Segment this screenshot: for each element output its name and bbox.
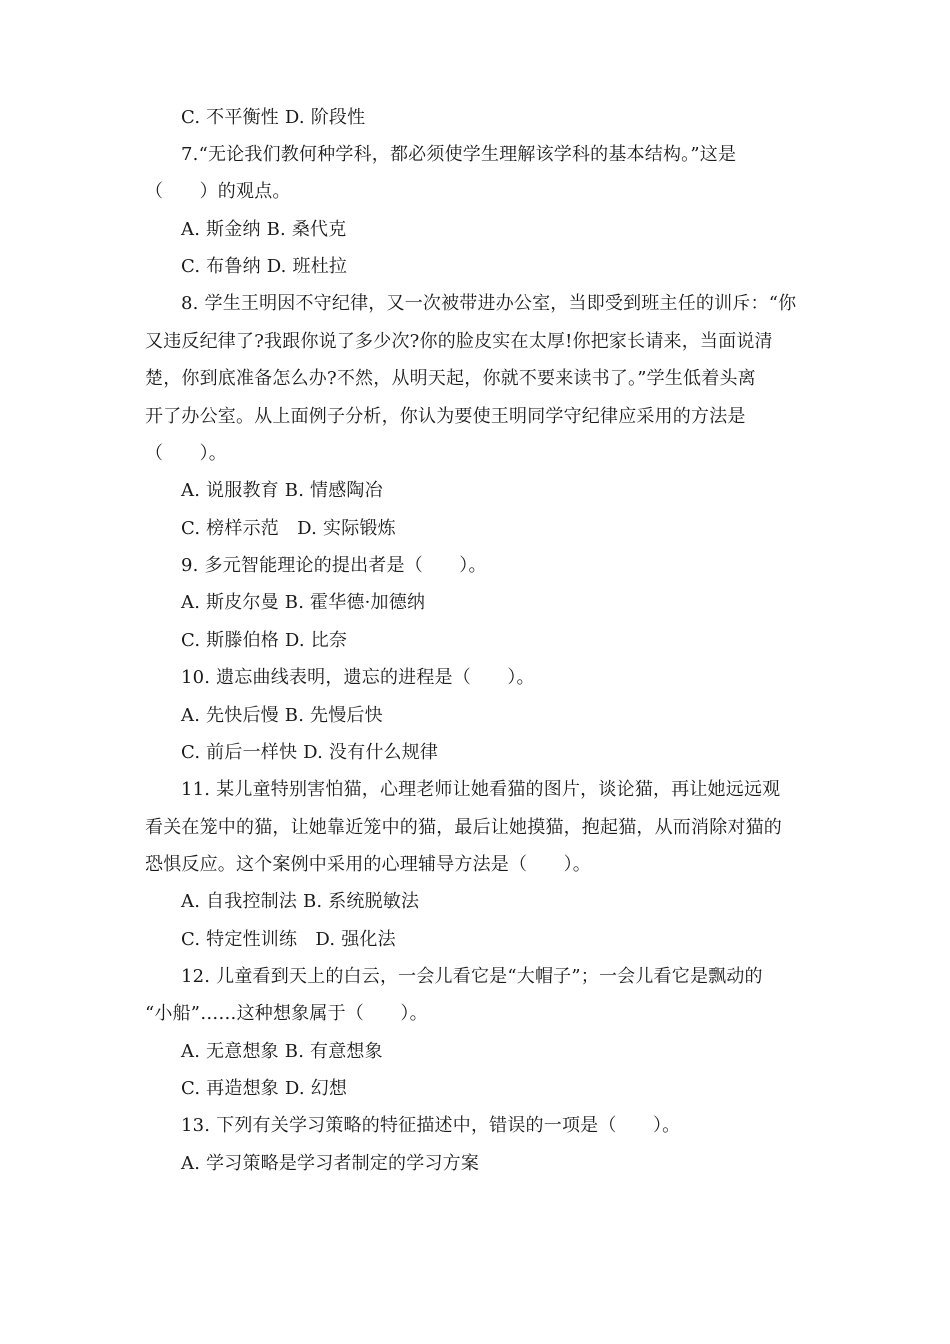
q11-stem-line-1: 11. 某儿童特别害怕猫，心理老师让她看猫的图片，谈论猫，再让她远远观: [181, 779, 781, 800]
q8-stem-line-4: 开了办公室。从上面例子分析，你认为要使王明同学守纪律应采用的方法是: [145, 406, 746, 427]
q10-options-cd: C. 前后一样快 D. 没有什么规律: [181, 742, 439, 763]
q9-stem: 9. 多元智能理论的提出者是（ ）。: [181, 555, 487, 576]
q6-options-cd: C. 不平衡性 D. 阶段性: [181, 107, 366, 128]
q11-options-cd: C. 特定性训练 D. 强化法: [181, 929, 396, 950]
q12-stem-line-1: 12. 儿童看到天上的白云，一会儿看它是“大帽子”；一会儿看它是飘动的: [181, 966, 763, 987]
q8-options-ab: A. 说服教育 B. 情感陶冶: [181, 480, 383, 501]
q11-stem-line-3: 恐惧反应。这个案例中采用的心理辅导方法是（ ）。: [145, 854, 591, 875]
q7-stem-line-2: （ ）的观点。: [145, 181, 291, 202]
q7-stem-line-1: 7.“无论我们教何种学科，都必须使学生理解该学科的基本结构。”这是: [181, 144, 737, 165]
q8-stem-line-2: 又违反纪律了?我跟你说了多少次?你的脸皮实在太厚!你把家长请来，当面说清: [145, 331, 773, 352]
q10-stem: 10. 遗忘曲线表明，遗忘的进程是（ ）。: [181, 667, 535, 688]
q11-options-ab: A. 自我控制法 B. 系统脱敏法: [181, 891, 420, 912]
q12-stem-line-2: “小船”……这种想象属于（ ）。: [145, 1003, 428, 1024]
q8-options-cd: C. 榜样示范 D. 实际锻炼: [181, 518, 396, 539]
q12-options-cd: C. 再造想象 D. 幻想: [181, 1078, 348, 1099]
q13-option-a: A. 学习策略是学习者制定的学习方案: [181, 1153, 480, 1174]
q13-stem: 13. 下列有关学习策略的特征描述中，错误的一项是（ ）。: [181, 1115, 681, 1136]
q9-options-cd: C. 斯滕伯格 D. 比奈: [181, 630, 348, 651]
q7-options-cd: C. 布鲁纳 D. 班杜拉: [181, 256, 348, 277]
q11-stem-line-2: 看关在笼中的猫，让她靠近笼中的猫，最后让她摸猫，抱起猫，从而消除对猫的: [145, 817, 782, 838]
q12-options-ab: A. 无意想象 B. 有意想象: [181, 1041, 383, 1062]
q8-stem-line-5: （ ）。: [145, 443, 227, 464]
q8-stem-line-3: 楚，你到底准备怎么办?不然，从明天起，你就不要来读书了。”学生低着头离: [145, 368, 756, 389]
q7-options-ab: A. 斯金纳 B. 桑代克: [181, 219, 347, 240]
q10-options-ab: A. 先快后慢 B. 先慢后快: [181, 705, 383, 726]
q8-stem-line-1: 8. 学生王明因不守纪律，又一次被带进办公室，当即受到班主任的训斥：“你: [181, 293, 797, 314]
q9-options-ab: A. 斯皮尔曼 B. 霍华德·加德纳: [181, 592, 426, 613]
